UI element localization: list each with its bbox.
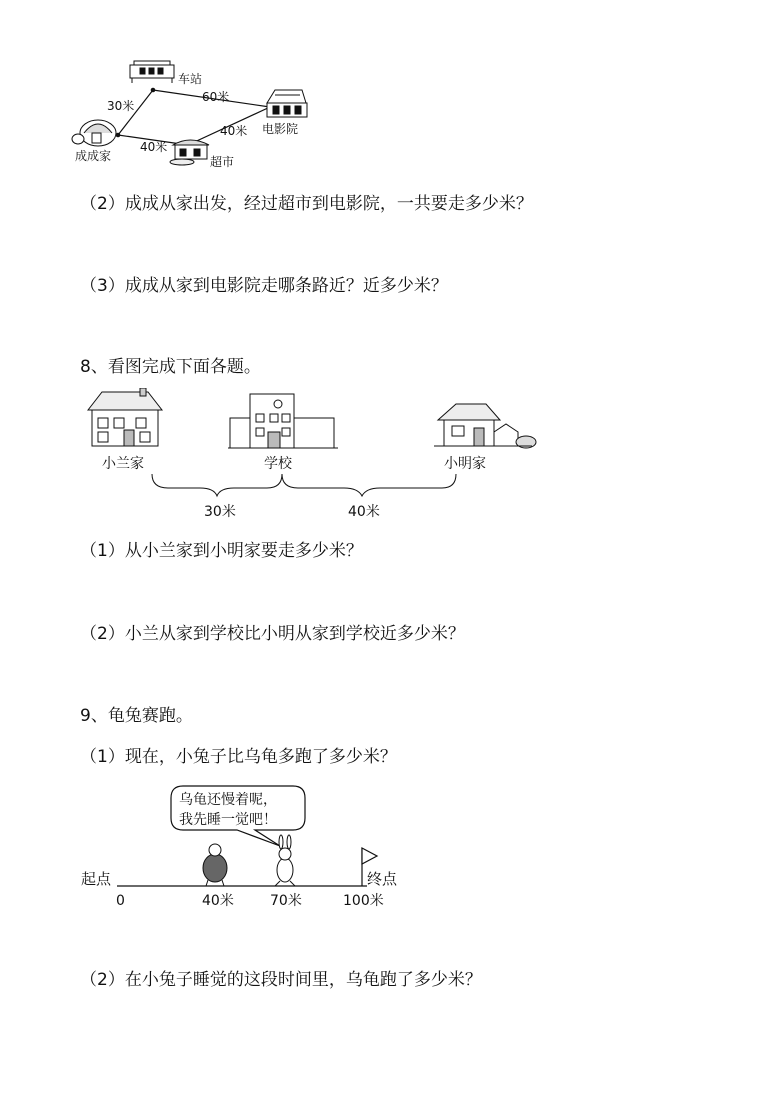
dist-right: 40米	[348, 504, 380, 520]
q9-sub2: （2）在小兔子睡觉的这段时间里，乌龟跑了多少米？	[80, 970, 482, 990]
route-map-figure	[70, 55, 360, 175]
tick-0: 0	[116, 893, 125, 909]
label-cinema: 电影院	[262, 122, 299, 136]
q7-sub2: （2）成成从家出发，经过超市到电影院，一共要走多少米？	[80, 194, 533, 214]
label-school: 学校	[264, 456, 292, 472]
tick-40: 40米	[202, 893, 234, 909]
q8-figure	[82, 388, 542, 528]
tick-70: 70米	[270, 893, 302, 909]
q8-sub2: （2）小兰从家到学校比小明从家到学校近多少米？	[80, 624, 465, 644]
label-xiaoming: 小明家	[444, 456, 486, 472]
tick-100: 100米	[343, 893, 384, 909]
dist-home-market: 40米	[140, 140, 168, 154]
dist-left: 30米	[204, 504, 236, 520]
label-xiaolan: 小兰家	[102, 456, 144, 472]
home-icon	[72, 120, 116, 146]
bubble-line2: 我先睡一觉吧！	[179, 812, 277, 828]
q9-sub1: （1）现在，小兔子比乌龟多跑了多少米？	[80, 747, 397, 767]
q9-title: 9、龟兔赛跑。	[80, 706, 193, 726]
dist-home-station: 30米	[107, 99, 135, 113]
q8-sub1: （1）从小兰家到小明家要走多少米？	[80, 541, 363, 561]
distance-brace	[152, 474, 456, 496]
q7-sub3: （3）成成从家到电影院走哪条路近？近多少米？	[80, 276, 448, 296]
market-icon	[170, 140, 209, 165]
q8-title: 8、看图完成下面各题。	[80, 357, 261, 377]
dist-station-cinema: 60米	[202, 90, 230, 104]
station-icon	[130, 61, 174, 83]
race-figure	[75, 780, 415, 912]
school-icon	[228, 394, 338, 448]
end-label: 终点	[367, 870, 398, 888]
dist-market-cinema: 40米	[220, 124, 248, 138]
turtle-icon	[203, 844, 227, 886]
rabbit-icon	[275, 835, 295, 886]
label-station: 车站	[178, 72, 203, 86]
start-label: 起点	[81, 870, 112, 888]
cinema-icon	[267, 90, 307, 117]
xiaoming-house-icon	[434, 404, 536, 448]
bubble-line1: 乌龟还慢着呢，	[179, 792, 277, 808]
xiaolan-house-icon	[88, 388, 162, 446]
label-market: 超市	[210, 155, 235, 169]
label-home: 成成家	[75, 149, 112, 163]
